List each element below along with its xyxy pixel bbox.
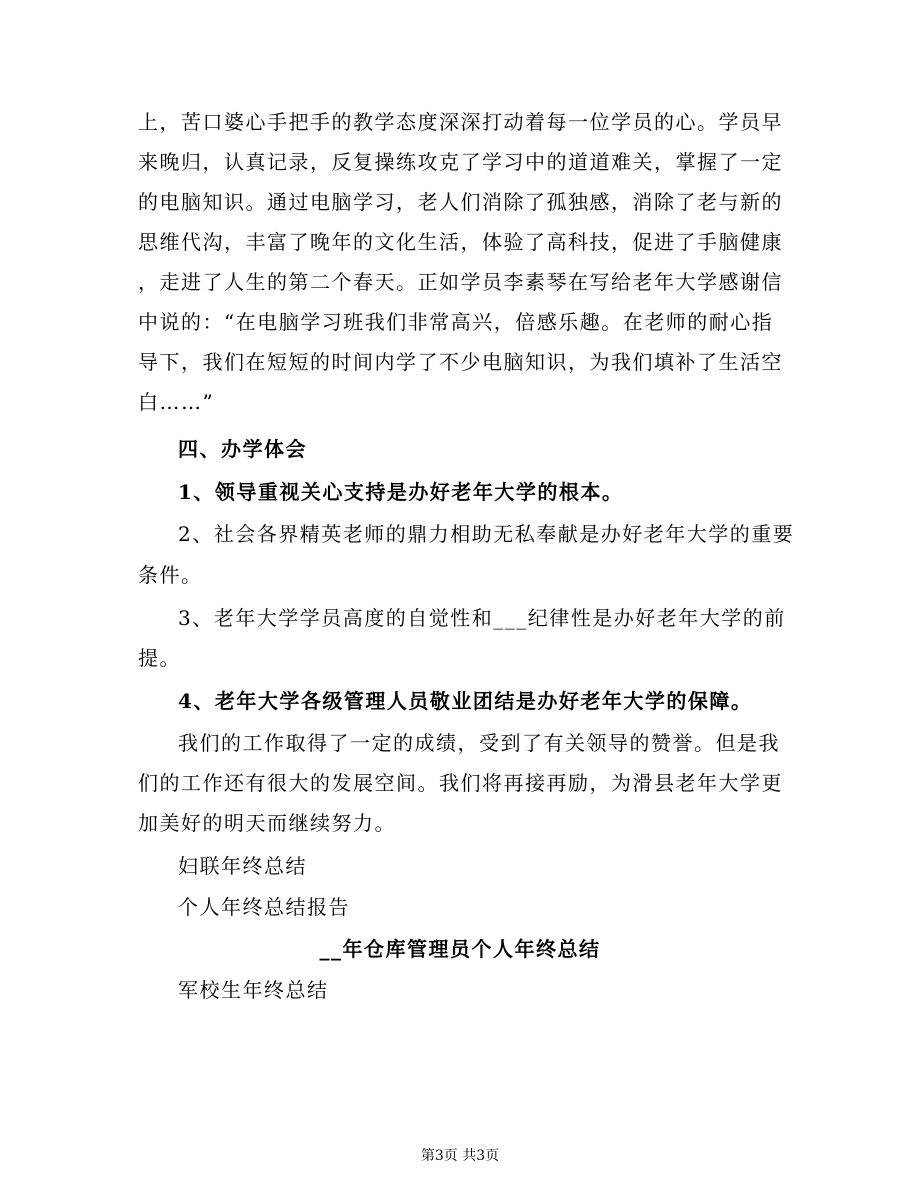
paragraph-line: 白……” xyxy=(138,390,215,414)
paragraph-line: 导下，我们在短短的时间内学了不少电脑知识，为我们填补了生活空 xyxy=(138,350,783,374)
closing-line-1: 我们的工作取得了一定的成绩，受到了有关领导的赞誉。但是我 xyxy=(178,731,780,755)
closing-line-3: 加美好的明天而继续努力。 xyxy=(138,811,396,835)
related-title: __年仓库管理员个人年终总结 xyxy=(319,937,601,961)
paragraph-line: ，走进了人生的第二个春天。正如学员李素琴在写给老年大学感谢信 xyxy=(138,270,783,294)
point-2-line-2: 条件。 xyxy=(138,563,203,587)
paragraph-line: 的电脑知识。通过电脑学习，老人们消除了孤独感，消除了老与新的 xyxy=(138,190,783,214)
point-1: 1、领导重视关心支持是办好老年大学的根本。 xyxy=(178,480,624,504)
paragraph-line: 上，苦口婆心手把手的教学态度深深打动着每一位学员的心。学员早 xyxy=(138,110,783,134)
closing-line-2: 们的工作还有很大的发展空间。我们将再接再励，为滑县老年大学更 xyxy=(138,771,783,795)
point-4: 4、老年大学各级管理人员敬业团结是办好老年大学的保障。 xyxy=(178,689,753,713)
point-3-line-1: 3、老年大学学员高度的自觉性和___纪律性是办好老年大学的前 xyxy=(178,606,786,630)
related-item-1: 妇联年终总结 xyxy=(178,854,307,878)
page-number: 第3页 共3页 xyxy=(420,1148,500,1164)
related-item-3: 军校生年终总结 xyxy=(178,978,329,1002)
paragraph-line: 中说的：“在电脑学习班我们非常高兴，倍感乐趣。在老师的耐心指 xyxy=(138,310,774,334)
section-heading: 四、办学体会 xyxy=(178,437,307,461)
paragraph-line: 来晚归，认真记录，反复操练攻克了学习中的道道难关，掌握了一定 xyxy=(138,150,783,174)
paragraph-line: 思维代沟，丰富了晚年的文化生活，体验了高科技，促进了手脑健康 xyxy=(138,230,783,254)
related-item-2: 个人年终总结报告 xyxy=(178,895,350,919)
point-2-line-1: 2、社会各界精英老师的鼎力相助无私奉献是办好老年大学的重要 xyxy=(178,522,795,546)
point-3-line-2: 提。 xyxy=(138,646,181,670)
